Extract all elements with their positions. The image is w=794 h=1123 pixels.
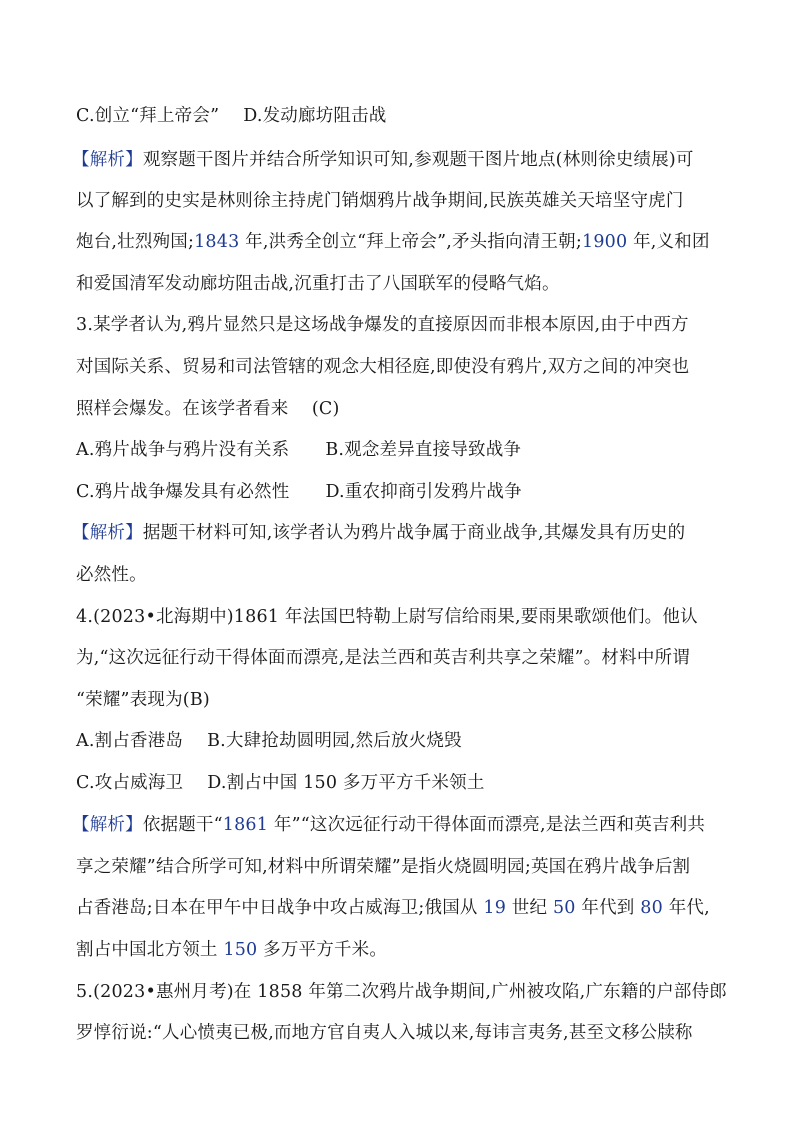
q3-stem-line-2: 对国际关系、贸易和司法管辖的观念大相径庭,即使没有鸦片,双方之间的冲突也	[76, 357, 690, 377]
analysis-tag: 【解析】	[72, 150, 143, 170]
q4-option-c: C.攻占威海卫	[76, 773, 184, 793]
q2-analysis-line-2: 以了解到的史实是林则徐主持虎门销烟鸦片战争期间,民族英雄关天培坚守虎门	[76, 191, 684, 211]
analysis-tag: 【解析】	[72, 523, 143, 543]
q2-options-line	[76, 104, 387, 128]
q4-stem-line-3: “荣耀”表现为(B)	[76, 690, 210, 710]
q3-option-c: C.鸦片战争爆发具有必然性	[76, 482, 290, 502]
q4-option-d: D.割占中国 150 多万平方千米领土	[207, 773, 485, 793]
q5-stem-line-1: 5.(2023•惠州月考)在 1858 年第二次鸦片战争期间,广州被攻陷,广东籍的户部侍郎	[76, 982, 727, 1002]
q4-stem-line-2: 为,“这次远征行动干得体面而漂亮,是法兰西和英吉利共享之荣耀”。材料中所谓	[76, 648, 690, 668]
q3-stem-line-1: 3.某学者认为,鸦片显然只是这场战争爆发的直接原因而非根本原因,由于中西方	[76, 315, 689, 335]
q2-option-c: C.创立“拜上帝会”	[76, 106, 220, 126]
q3-options-row-1	[76, 438, 521, 462]
q5-stem-line-2: 罗惇衍说:“人心愤夷已极,而地方官自夷人入城以来,每讳言夷务,甚至文移公牍称	[76, 1023, 693, 1043]
analysis-tag: 【解析】	[72, 815, 143, 835]
q4-option-b: B.大肆抢劫圆明园,然后放火烧毁	[207, 731, 462, 751]
q3-analysis-line-1: 【解析】据题干材料可知,该学者认为鸦片战争属于商业战争,其爆发具有历史的	[72, 523, 686, 543]
q4-analysis-line-1: 【解析】依据题干“1861 年”“这次远征行动干得体面而漂亮,是法兰西和英吉利共	[72, 815, 706, 835]
q4-analysis-line-2: 享之荣耀”结合所学可知,材料中所谓荣耀”是指火烧圆明园;英国在鸦片战争后割	[76, 857, 691, 877]
q2-analysis-line-1: 【解析】观察题干图片并结合所学知识可知,参观题干图片地点(林则徐史绩展)可	[72, 150, 694, 170]
q3-analysis-line-2: 必然性。	[76, 565, 147, 585]
q2-analysis-line-3: 炮台,壮烈殉国;1843 年,洪秀全创立“拜上帝会”,矛头指向清王朝;1900 年,义和团	[76, 232, 710, 252]
q4-stem-line-1: 4.(2023•北海期中)1861 年法国巴特勒上尉写信给雨果,要雨果歌颂他们。他认	[76, 607, 698, 627]
q4-option-a: A.割占香港岛	[76, 731, 184, 751]
q4-options-row-2	[76, 771, 485, 795]
q4-analysis-line-3: 占香港岛;日本在甲午中日战争中攻占威海卫;俄国从 19 世纪 50 年代到 80 年代,	[76, 898, 710, 918]
q3-options-row-2	[76, 480, 522, 504]
q3-stem-line-3: 照样会爆发。在该学者看来 (C)	[76, 399, 340, 419]
q2-option-d: D.发动廊坊阻击战	[243, 106, 387, 126]
q4-analysis-line-4: 割占中国北方领土 150 多万平方千米。	[76, 940, 388, 960]
q3-option-d: D.重农抑商引发鸦片战争	[325, 482, 522, 502]
q3-option-b: B.观念差异直接导致战争	[325, 440, 522, 460]
q3-option-a: A.鸦片战争与鸦片没有关系	[76, 440, 290, 460]
q4-options-row-1	[76, 729, 462, 753]
q2-analysis-line-4: 和爱国清军发动廊坊阻击战,沉重打击了八国联军的侵略气焰。	[76, 274, 560, 294]
